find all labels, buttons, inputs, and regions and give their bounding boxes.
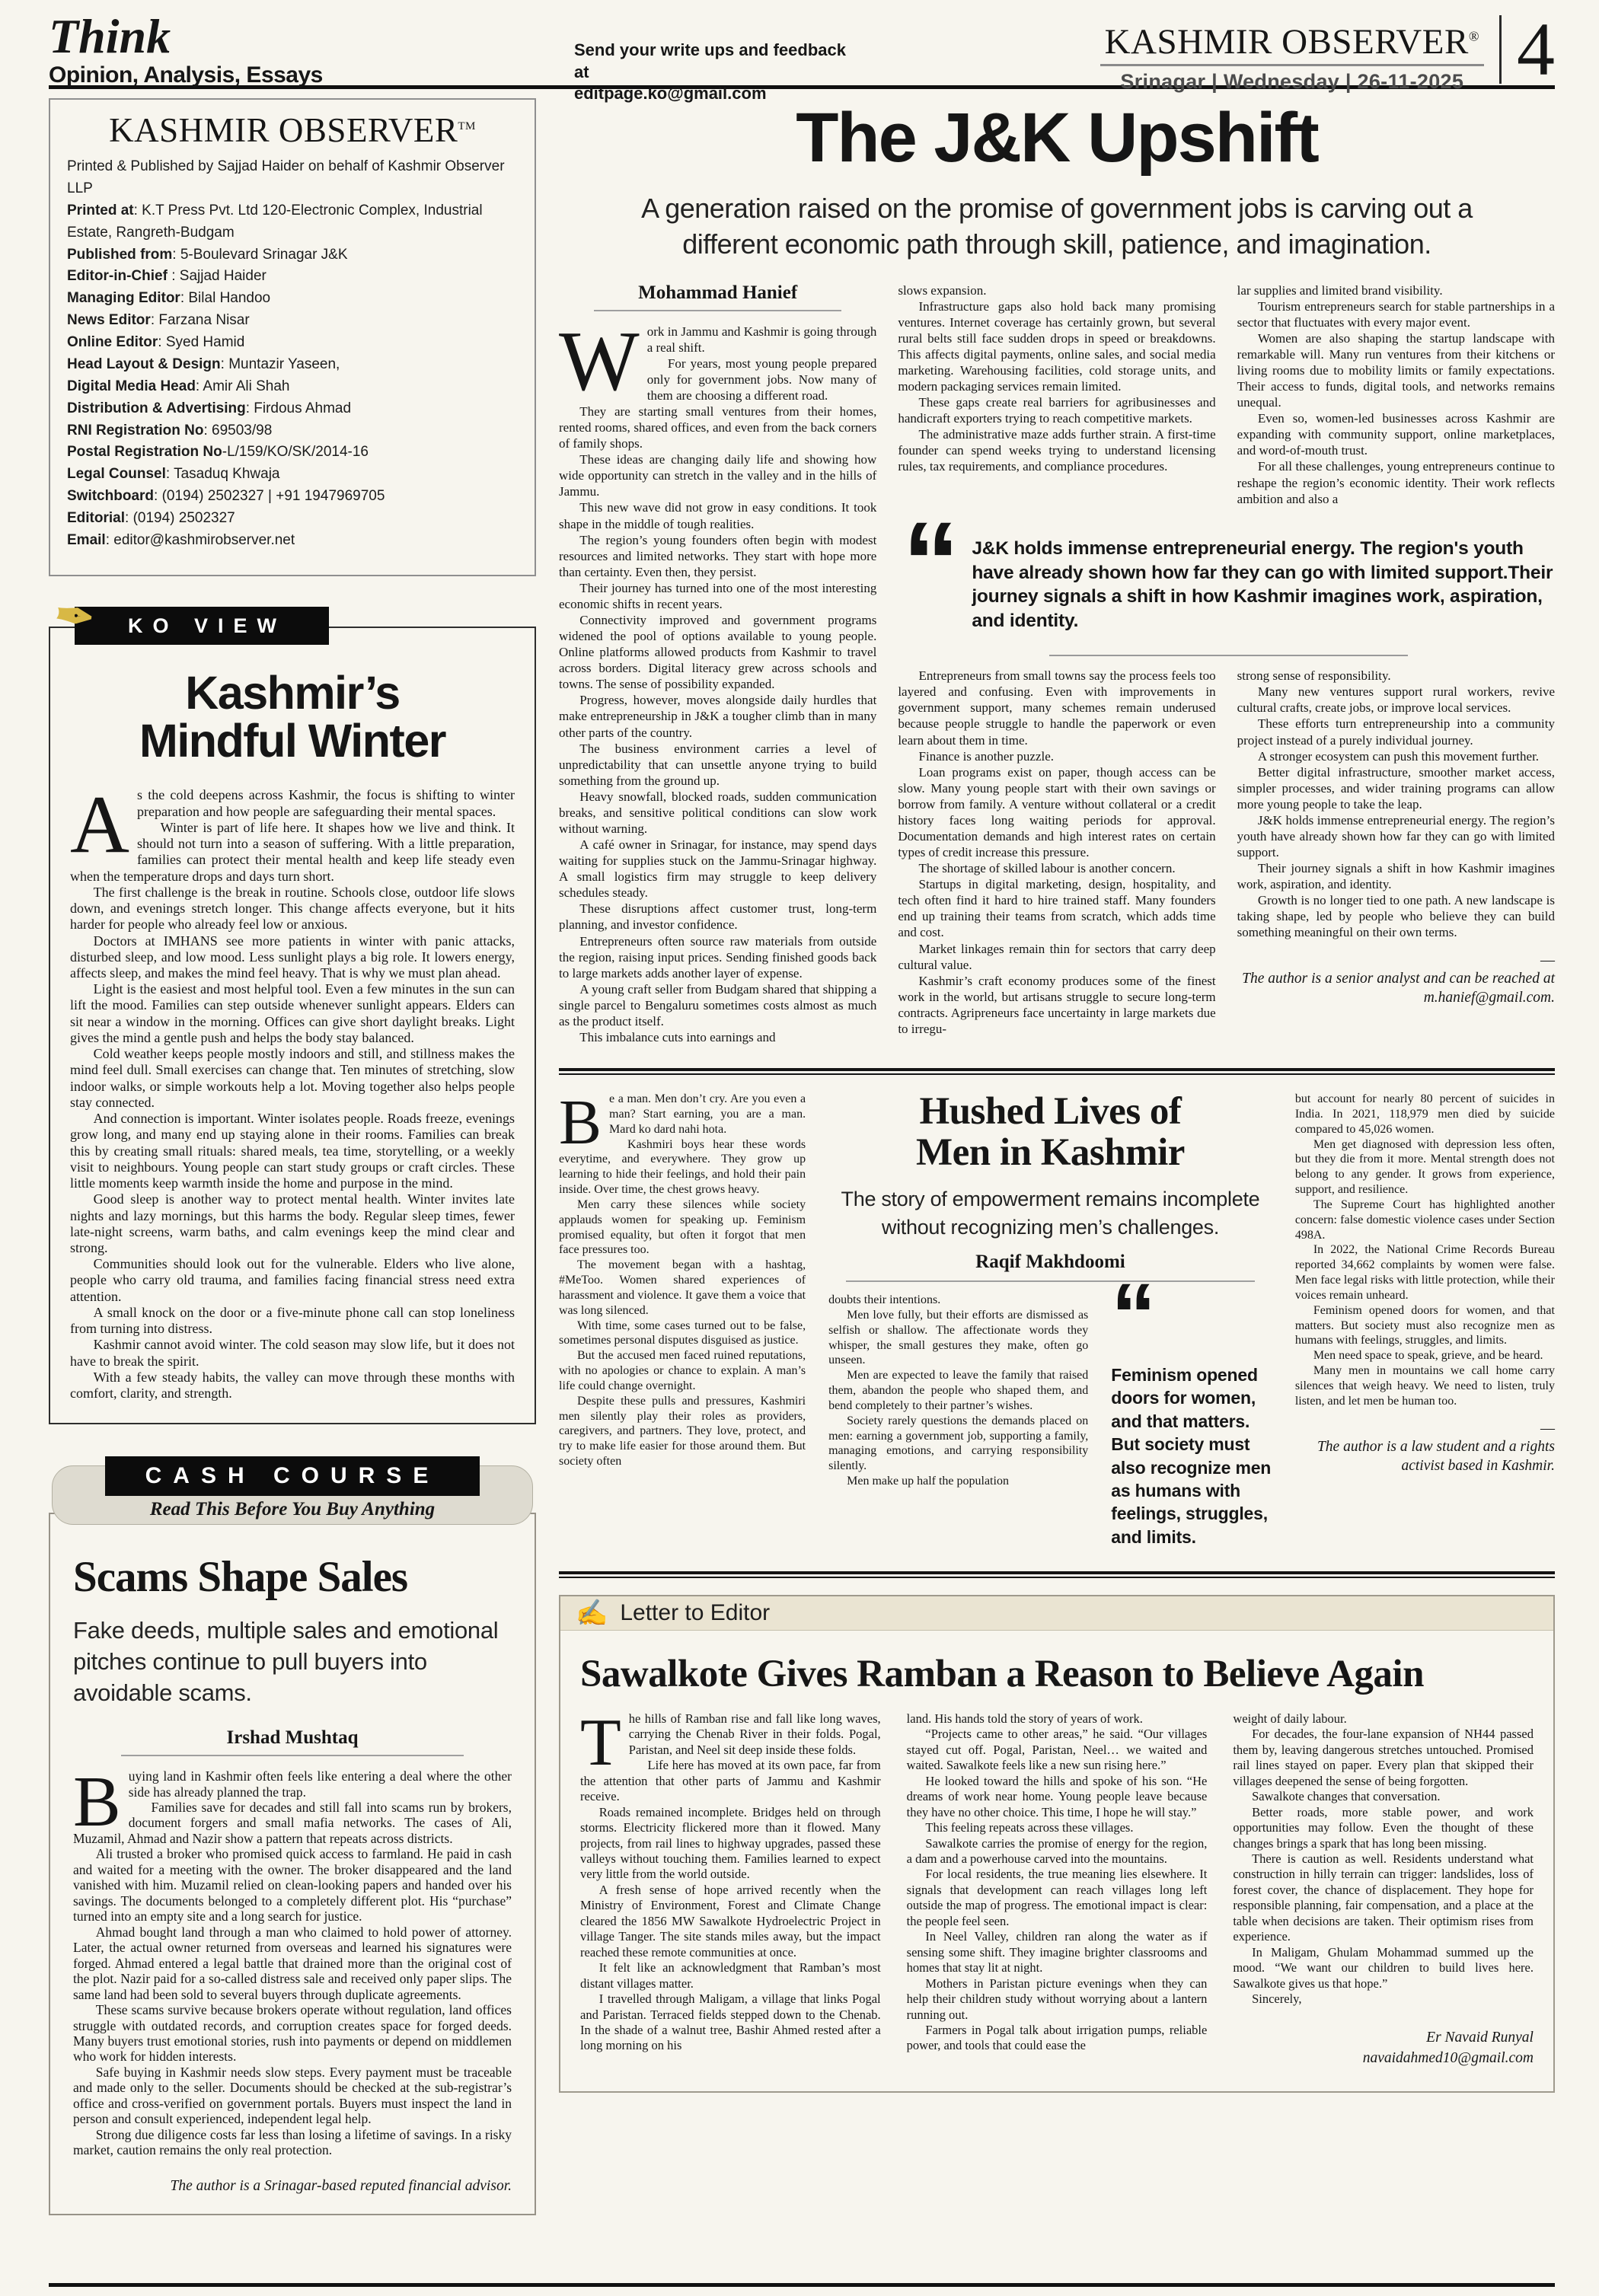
article-standfirst: The story of empowerment remains incomplete without recognizing men’s challenges. xyxy=(841,1188,1260,1239)
paragraph: Communities should look out for the vulnerable. Elders who live alone, people who carry old trauma, and families facing financial stress need extra attention. xyxy=(70,1256,515,1304)
masthead-line: Postal Registration No-L/159/KO/SK/2014-16 xyxy=(67,444,369,461)
article-column-2 xyxy=(828,1293,1088,1548)
article-column-2-top xyxy=(898,282,1215,515)
paragraph: In Neel Valley, children ran along the water as if sensing some shift. They imagine brighter classrooms and homes that stay lit at night. xyxy=(906,1929,1208,1976)
paragraph: They are starting small ventures from their homes, rented rooms, shared offices, and even from the back corners of family shops. xyxy=(559,403,877,451)
paragraph: The administrative maze adds further strain. A first-time founder can spend weeks trying to understand licensing rules, tax requirements, and compliance procedures. xyxy=(898,427,1216,474)
pen-writing-icon: ✍ xyxy=(576,1598,608,1628)
pen-nib-icon: ✒ xyxy=(51,588,108,647)
article-title: Hushed Lives of Men in Kashmir xyxy=(916,1090,1185,1174)
paragraph: lar supplies and limited brand visibility. xyxy=(1237,282,1443,298)
paragraph: Safe buying in Kashmir needs slow steps. Every payment must be traceable and made only to the seller. Documents should be checked at the sub-registrar’s office and cross-verified on government portals. Buyers must inspect the land in person and consult experienced, independent legal help. xyxy=(73,2064,512,2127)
paragraph: Men carry these silences while society applauds women for speaking up. Feminism promised equality, but often it forgot that men face pressures too. xyxy=(559,1197,806,1257)
article-header xyxy=(828,1092,1272,1293)
lead-paragraph: The hills of Ramban rise and fall like long waves, carrying the Chenab River in their folds. Pogal, Paristan, and Neel sit deep inside these folds. xyxy=(580,1705,881,1780)
paragraph: Life here has moved at its own pace, far from the attention that other parts of Jammu and Kashmir receive. xyxy=(580,1758,881,1804)
masthead-line: Published from: 5-Boulevard Srinagar J&K xyxy=(67,246,348,263)
quote-mark-icon: “ xyxy=(902,497,960,626)
registered-mark: ® xyxy=(1468,28,1479,44)
paragraph: “Projects came to other areas,” he said. “Our villages stayed cut off. Pogal, Paristan, Neel… we waited and waited. Sawalkote feels like a new sun rising here.” xyxy=(906,1727,1208,1773)
letter-column-3 xyxy=(1233,1711,1534,2068)
article-column-3-top xyxy=(1237,282,1555,515)
byline-block xyxy=(73,1727,512,1756)
drop-cap: B xyxy=(559,1087,602,1159)
author-dash: — xyxy=(1540,1420,1555,1437)
article-column-3-bottom xyxy=(1237,668,1555,1045)
pull-quote xyxy=(898,497,1555,668)
paragraph: Market linkages remain thin for sectors that carry deep cultural value. xyxy=(898,941,1216,972)
cash-course-tagline: Read This Before You Buy Anything xyxy=(149,1499,436,1520)
editorial-title: Kashmir’s Mindful Winter xyxy=(139,666,445,767)
editorial-body xyxy=(70,780,515,1402)
paragraph: And connection is important. Winter isolates people. Roads freeze, evenings grow long, and many end up staying alone in their rooms. Families can break this by creating small rituals: shared meals, tea time, storytelling, or a weekly visit to neighbours. Young people can start study groups or craft circles. These little moments keep warmth inside the home and purpose in the mind. xyxy=(70,1111,515,1191)
byline-block xyxy=(559,282,876,311)
page-bottom-rule xyxy=(49,2283,1555,2287)
cash-course-section xyxy=(49,1456,536,2215)
paragraph: A café owner in Srinagar, for instance, may spend days waiting for supplies stuck on the Jammu-Srinagar highway. A small logistics firm may struggle to keep delivery schedules steady. xyxy=(559,837,877,901)
paragraph: He looked toward the hills and spoke of his son. “He dreams of work near home. Young people leave because they have no other choice. This time, I hope he will stay.” xyxy=(906,1773,1208,1819)
paragraph: This new wave did not grow in easy conditions. It took shape in the middle of tough realities. xyxy=(559,500,877,531)
paragraph: Men love fully, but their efforts are dismissed as selfish or shallow. The affectionate words they whisper, the small gestures they make, often go unseen. xyxy=(828,1308,1089,1367)
masthead-line: Printed at: K.T Press Pvt. Ltd 120-Electronic Complex, Industrial Estate, Rangreth-Budgam xyxy=(67,202,483,241)
letter-title: Sawalkote Gives Ramban a Reason to Believe Again xyxy=(580,1652,1424,1695)
paragraph: For local residents, the true meaning lies elsewhere. It signals that development can reach villages long left outside the map of progress. The emotional impact is clear: the people feel seen. xyxy=(906,1867,1208,1928)
paragraph: But the accused men faced ruined reputations, with no apologies or chance to explain. A man’s life could change overnight. xyxy=(559,1349,806,1392)
lead-paragraph: Be a man. Men don’t cry. Are you even a man? Start earning, you are a man. Mard ko dard nahi hota. xyxy=(559,1087,806,1159)
feedback-note xyxy=(574,40,848,105)
paragraph: Their journey signals a shift in how Kashmir imagines work, aspiration, and identity. xyxy=(1237,861,1555,892)
byline-rule xyxy=(121,1755,463,1756)
paragraph: Winter is part of life here. It shapes how we live and think. It should not turn into a season of suffering. With a little preparation, families can protect their mental health and keep life steady even when the temperature drops and days turn short. xyxy=(70,819,515,884)
article-body xyxy=(73,1762,512,2158)
author-note: The author is a Srinagar-based reputed financial advisor. xyxy=(170,2177,512,2194)
paragraph: Their journey has turned into one of the most interesting economic shifts in recent years. xyxy=(559,580,877,611)
masthead-line: Managing Editor: Bilal Handoo xyxy=(67,290,271,307)
masthead-line: Editorial: (0194) 2502327 xyxy=(67,510,235,526)
masthead-line: News Editor: Farzana Nisar xyxy=(67,312,250,329)
imprint-box xyxy=(49,98,536,576)
pull-quote-text: Feminism opened doors for women, and that matters. But society must also recognize men as humans with feelings, struggles, and limits. xyxy=(1111,1365,1272,1547)
paragraph: Entrepreneurs often source raw materials from outside the region, raising input prices. Sending finished goods back to large markets adds another layer of expense. xyxy=(559,933,877,981)
masthead-line: Distribution & Advertising: Firdous Ahmad xyxy=(67,400,352,416)
masthead-line: Digital Media Head: Amir Ali Shah xyxy=(67,378,290,394)
left-column xyxy=(49,98,536,2215)
author-byline: Irshad Mushtaq xyxy=(226,1727,359,1749)
masthead-line: Printed & Published by Sajjad Haider on behalf of Kashmir Observer LLP xyxy=(67,158,505,196)
paragraph: Society rarely questions the demands placed on men: earning a government job, supporting a family, managing emotions, and carrying responsibility silently. xyxy=(828,1414,1089,1473)
paragraph: For years, most young people prepared only for government jobs. Now many of them are choosing a different road. xyxy=(646,356,877,403)
article-column-1 xyxy=(559,282,876,1046)
pull-quote xyxy=(1111,1265,1272,1548)
paragraph: There is caution as well. Residents understand what construction in hilly terrain can trigger: landslides, loss of forest cover, the chance of displacement. They hope for responsible planning, fair compensation, and a place at the table when decisions are taken. Their optimism rises from experience. xyxy=(1233,1851,1534,1944)
lead-paragraph: Work in Jammu and Kashmir is going through a real shift. xyxy=(559,314,877,409)
article-title: Scams Shape Sales xyxy=(73,1553,408,1602)
main-headline: The J&K Upshift xyxy=(796,99,1318,177)
drop-cap: W xyxy=(559,314,640,409)
brand-title: KASHMIR OBSERVER® xyxy=(1100,21,1484,66)
paragraph: Sawalkote carries the promise of energy for the region, a dam and a powerhouse carved into the mountains. xyxy=(906,1835,1208,1867)
letter-banner xyxy=(560,1596,1553,1631)
trademark-mark: TM xyxy=(458,120,476,132)
paragraph-group xyxy=(1237,668,1555,940)
imprint-lines xyxy=(67,156,518,552)
paragraph: land. His hands told the story of years of work. xyxy=(906,1711,1143,1726)
ko-view-banner xyxy=(51,588,329,647)
paragraph: Farmers in Pogal talk about irrigation pumps, reliable power, and tools that could ease the xyxy=(906,2023,1208,2053)
paragraph: In 2022, the National Crime Records Bureau reported 34,662 complaints by women were false. Men face legal risks with little protection, while their voices remain unheard. xyxy=(1294,1243,1555,1302)
paragraph: I travelled through Maligam, a village that links Pogal and Paristan. Terraced fields stepped down to the Chenab. In the shade of a walnut tree, Bashir Ahmed rested after a long morning on his xyxy=(580,1991,881,2053)
section-masthead xyxy=(49,9,574,88)
paragraph: Sawalkote changes that conversation. xyxy=(1252,1789,1441,1804)
masthead-line: RNI Registration No: 69503/98 xyxy=(67,422,273,438)
paragraph: These ideas are changing daily life and showing how wide opportunity can stretch in the valley and in the hills of Jammu. xyxy=(559,452,877,499)
author-dash: — xyxy=(1540,952,1555,968)
paragraph: Sincerely, xyxy=(1252,1991,1302,2007)
paragraph: Ali trusted a broker who promised quick access to farmland. He paid in cash and waited for a meeting with the owner. The broker disappeared and the land vanished with him. Muzamil relied on clean-looking papers and handed over his savings. The documents belonged to a completely different plot. His “purchase” turned into an empty site and a long search for justice. xyxy=(73,1846,512,1924)
section-title: Think xyxy=(49,9,171,63)
paragraph: Finance is another puzzle. xyxy=(918,748,1055,764)
paragraph: The shortage of skilled labour is another concern. xyxy=(918,861,1176,876)
paragraph: In Maligam, Ghulam Mohammad summed up the mood. “We want our children to build lives here. Sawalkote gives us that hope.” xyxy=(1233,1944,1534,1991)
paragraph: A young craft seller from Budgam shared that shipping a single parcel to Bengaluru sometimes costs almost as much as the product itself. xyxy=(559,981,877,1028)
paragraph: Roads remained incomplete. Bridges held on through storms. Electricity flickered more than it flowed. Many projects, from rail lines to highway upgrades, passed these valleys without touching them. Families learned to expect very little from the world outside. xyxy=(580,1804,881,1882)
drop-cap: T xyxy=(580,1705,621,1780)
article-standfirst: Fake deeds, multiple sales and emotional pitches continue to pull buyers into avoidable scams. xyxy=(73,1617,499,1707)
paragraph: Light is the easiest and most helpful tool. Even a few minutes in the sun can lift the mood. Families can step outside whenever sunlight appears. Elders can sit near a window in the morning. Offices can give short daylight breaks. Light gives the mind a gentle push and helps the body stay balanced. xyxy=(70,981,515,1045)
paragraph: Good sleep is another way to protect mental health. Winter invites late nights and lazy mornings, but this harms the body. Regular sleep times, fewer late-night screens, warm baths, and calm evenings keep the mind clear and strong. xyxy=(70,1191,515,1255)
paragraph: Kashmir cannot avoid winter. The cold season may slow life, but it does not have to break the spirit. xyxy=(70,1337,515,1369)
paragraph: For all these challenges, young entrepreneurs continue to reshape the region’s economic identity. Their work reflects ambition and also a xyxy=(1237,459,1555,506)
paragraph: Even so, women-led businesses across Kashmir are expanding with community support, online marketplaces, and word-of-mouth trust. xyxy=(1237,411,1555,458)
paragraph: Better digital infrastructure, smoother market access, simpler processes, and wider training programs can allow more young people to take the leap. xyxy=(1237,764,1555,812)
paragraph: This feeling repeats across these villages. xyxy=(925,1820,1134,1835)
masthead-line: Head Layout & Design: Muntazir Yaseen, xyxy=(67,356,340,372)
paragraph: Kashmir’s craft economy produces some of the finest work in the world, but artisans struggle to secure long-term contracts. Agripreneurs face uncertainty in large markets due to irregu- xyxy=(898,973,1216,1036)
author-note: The author is a law student and a rights activist based in Kashmir. xyxy=(1317,1438,1555,1475)
masthead-line: Editor-in-Chief : Sajjad Haider xyxy=(67,268,266,285)
paragraph: Better roads, more stable power, and work opportunities may follow. Even the thought of these changes brings a spark that has long been missing. xyxy=(1233,1804,1534,1851)
byline-rule xyxy=(846,1280,1254,1282)
paragraph: Infrastructure gaps also hold back many promising ventures. Internet coverage has certainly grown, but several rural belts still face sudden drops in speed or breakdowns. This affects digital payments, online sales, and social media marketing. Warehousing facilities, cold storage units, and modern packaging services remain limited. xyxy=(898,298,1216,394)
section-divider xyxy=(559,1068,1555,1075)
quote-rule xyxy=(1049,655,1408,656)
paragraph-group xyxy=(1295,1092,1555,1408)
signature-name: Er Navaid Runyal xyxy=(1426,2029,1534,2046)
cash-course-label: CASH COURSE xyxy=(105,1456,480,1496)
lead-paragraph: Buying land in Kashmir often feels like entering a deal where the other side has already planned the trap. xyxy=(73,1762,512,1842)
paragraph: The region’s young founders often begin with modest resources and limited networks. They start with hope more than certainty. Even then, they persist. xyxy=(559,532,877,579)
ko-view-box xyxy=(49,627,536,1425)
cash-course-ribbon xyxy=(49,1456,536,1535)
paragraph: Kashmiri boys hear these words everytime, and everywhere. They grow up learning to hide their feelings, and hold their pain inside. Over time, the chest grows heavy. xyxy=(559,1137,806,1197)
drop-cap: A xyxy=(70,780,129,871)
paragraph: Feminism opened doors for women, and that matters. But society must also recognize men as humans with feelings, struggles, and limits. xyxy=(1294,1303,1555,1347)
paragraph: J&K holds immense entrepreneurial energy. The region’s youth have already shown how far they can go with limited support. xyxy=(1237,812,1555,860)
letter-to-editor-section xyxy=(559,1595,1555,2093)
paragraph: A fresh sense of hope arrived recently when the Ministry of Environment, Forest and Climate Change cleared the 1856 MW Sawalkote Hydroelectric Project in village Tanger. The site stands miles away, but the impact reached these remote communities at once. xyxy=(580,1882,881,1960)
drop-cap: B xyxy=(73,1762,121,1842)
paragraph: These gaps create real barriers for agribusinesses and handicraft exporters trying to reach competitive markets. xyxy=(898,395,1216,426)
main-column xyxy=(559,98,1555,2215)
paragraph: Heavy snowfall, blocked roads, sudden communication breaks, and sensitive political conditions can slow work without warning. xyxy=(559,789,877,837)
cash-course-box xyxy=(49,1513,536,2215)
article-column-1 xyxy=(559,1087,806,1548)
paragraph: doubts their intentions. xyxy=(828,1293,941,1307)
feedback-email: editpage.ko@gmail.com xyxy=(574,84,767,104)
paragraph: Startups in digital marketing, design, hospitality, and tech often find it hard to hire trained staff. Many founders end up training their teams from scratch, which adds time and cost. xyxy=(898,877,1216,940)
ko-view-label: KO VIEW xyxy=(128,614,287,637)
author-note: The author is a senior analyst and can be reached at m.hanief@gmail.com. xyxy=(1242,970,1555,1006)
masthead-line: Online Editor: Syed Hamid xyxy=(67,334,245,350)
section-subtitle: Opinion, Analysis, Essays xyxy=(49,62,323,88)
author-byline: Mohammad Hanief xyxy=(638,282,798,303)
imprint-brand: KASHMIR OBSERVER™ xyxy=(109,111,476,149)
paragraph: A stronger ecosystem can push this movement further. xyxy=(1257,748,1540,764)
paragraph: weight of daily labour. xyxy=(1233,1711,1347,1726)
paragraph: The movement began with a hashtag, #MeToo. Women shared experiences of harassment and violence. It gave them a voice that was long silenced. xyxy=(559,1258,806,1317)
paragraph: For decades, the four-lane expansion of NH44 passed them by, leaving dangerous stretches untouched. Promised rail lines stayed on paper. Every plan that skipped their villages deepened the sense of being forgotten. xyxy=(1233,1727,1534,1788)
paragraph: A small knock on the door or a five-minute phone call can stop loneliness from turning into distress. xyxy=(70,1304,515,1337)
paragraph: Tourism entrepreneurs search for stable partnerships in a sector that fluctuates with every major event. xyxy=(1237,298,1555,330)
paragraph-group xyxy=(1233,1711,1534,2007)
letter-column-1 xyxy=(580,1705,881,2068)
masthead-line: Legal Counsel: Tasaduq Khwaja xyxy=(67,466,280,483)
ko-view-section xyxy=(49,588,536,1425)
paragraph: This imbalance cuts into earnings and xyxy=(579,1030,776,1045)
paragraph: Cold weather keeps people mostly indoors and still, and stillness makes the mind feel dull. Small exercises can change that. Ten minutes of stretching, slow indoor walks, or simple workouts help a lot. Moving together also helps people stay connected. xyxy=(70,1046,515,1110)
paragraph: Strong due diligence costs far less than losing a lifetime of savings. In a risky market, caution remains the only real protection. xyxy=(73,2126,512,2158)
paragraph: Ahmad bought land through a man who claimed to hold power of attorney. Later, the actual owner returned from overseas and learned his signatures were forged. Ahmad entered a legal battle that drained more than the original cost of the plot. Nazir paid for a so-called distress sale and received only paper slips. The same land had been sold to several buyers through duplicate agreements. xyxy=(73,1924,512,2002)
byline-rule xyxy=(594,310,842,311)
paragraph: Many men in mountains we call home carry silences that weigh heavy. We need to listen, truly listen, and let men be human too. xyxy=(1294,1364,1555,1408)
masthead-line: Email: editor@kashmirobserver.net xyxy=(67,531,295,548)
brand-block xyxy=(1100,21,1484,94)
paragraph: Loan programs exist on paper, though access can be slow. Many young people start with their own savings or borrow from family. A venture without collateral or a credit history faces long waiting periods for approval. Documentation demands and high interest rates on certain types of credit increase this pressure. xyxy=(898,764,1216,860)
author-byline: Raqif Makhdoomi xyxy=(975,1252,1125,1273)
letter-column-2 xyxy=(907,1711,1208,2068)
dateline: Srinagar | Wednesday | 26-11-2025 xyxy=(1120,70,1464,93)
pull-quote-text: J&K holds immense entrepreneurial energy. The region's youth have already shown how far they can go with limited support.Their journey signals a shift in how Kashmir imagines work, aspiration, and identity. xyxy=(972,537,1553,632)
page-header xyxy=(49,7,1555,104)
masthead-line: Switchboard: (0194) 2502327 | +91 1947969705 xyxy=(67,488,385,505)
paragraph: Men make up half the population xyxy=(847,1475,1009,1488)
section-divider xyxy=(559,1571,1555,1578)
paragraph: Progress, however, moves alongside daily hurdles that make entrepreneurship in J&K a tougher climb than in many other parts of the country. xyxy=(559,693,877,740)
paragraph: but account for nearly 80 percent of suicides in India. In 2021, 118,979 men died by suicide compared to 45,026 women. xyxy=(1294,1092,1555,1136)
paragraph: Entrepreneurs from small towns say the process feels too layered and confusing. Even with improvements in government support, many schemes remain underused because people struggle to handle the paperwork or even learn about them in time. xyxy=(898,668,1216,748)
paragraph: Connectivity improved and government programs widened the pool of options available to young people. Online platforms allowed products from Kashmir to travel across borders. Digital literacy grew across schools and towns. The sense of possibility expanded. xyxy=(559,613,877,692)
lead-paragraph: As the cold deepens across Kashmir, the focus is shifting to winter preparation and how people are safeguarding their mental spaces. xyxy=(70,780,515,871)
signature-email: navaidahmed10@gmail.com xyxy=(1362,2049,1534,2066)
paragraph: These efforts turn entrepreneurship into a community project instead of a purely individual journey. xyxy=(1237,716,1555,748)
feedback-note-line1: Send your write ups and feedback at xyxy=(574,40,846,81)
page-number: 4 xyxy=(1499,15,1555,84)
paragraph: Men are expected to leave the family that raised them, abandon the people who shaped them, and bend completely to their partner’s wishes. xyxy=(828,1369,1089,1412)
hushed-lives-article xyxy=(559,1087,1555,1548)
paragraph: strong sense of responsibility. xyxy=(1237,668,1391,684)
paragraph: Many new ventures support rural workers, revive cultural crafts, create jobs, or improve local services. xyxy=(1237,684,1555,716)
main-standfirst: A generation raised on the promise of government jobs is carving out a different economic path through skill, patience, and imagination. xyxy=(641,193,1473,260)
paragraph: Families save for decades and still fall into scams run by brokers, document forgers and small mafia networks. The cases of Ali, Muzamil, Ahmad and Nazir show a pattern that repeats across districts. xyxy=(73,1799,512,1846)
paragraph: Growth is no longer tied to one path. A new landscape is taking shape, led by people who believe they can build something meaningful on their own terms. xyxy=(1237,893,1555,940)
jk-upshift-article xyxy=(559,99,1555,1045)
paragraph: With time, some cases turned out to be false, sometimes personal disputes disguised as justice. xyxy=(559,1319,806,1347)
article-column-4 xyxy=(1295,1092,1555,1548)
paragraph: Doctors at IMHANS see more patients in winter with panic attacks, disturbed sleep, and low mood. Less sunlight plays a big role. It lowers energy, affects sleep, and makes the mind feel heavy. That is why we must plan ahead. xyxy=(70,933,515,981)
paragraph: With a few steady habits, the valley can move through these months with comfort, clarity, and strength. xyxy=(70,1369,515,1402)
paragraph: The first challenge is the break in routine. Schools close, outdoor life slows down, and evenings stretch longer. This change affects everyone, but it hits harder for people who already feel low or anxious. xyxy=(70,884,515,933)
paragraph: These disruptions affect customer trust, long-term planning, and investor confidence. xyxy=(559,901,877,933)
paragraph: Men need space to speak, grieve, and be heard. xyxy=(1313,1349,1543,1363)
paragraph: The Supreme Court has highlighted another concern: false domestic violence cases under Section 498A. xyxy=(1294,1197,1555,1242)
paragraph: slows expansion. xyxy=(898,282,987,298)
paragraph: Men get diagnosed with depression less often, but they die from it more. Mental strength does not belong to any gender. It grows from experience, support, and resilience. xyxy=(1294,1137,1555,1197)
letter-signature xyxy=(1233,2027,1534,2069)
paragraph: Despite these pulls and pressures, Kashmiri men silently play their roles as providers, caregivers, and partners. They love, protect, and try to make life easier for those around them. But society often xyxy=(559,1394,806,1468)
article-column-2-bottom xyxy=(898,668,1215,1045)
paragraph: These scams survive because brokers operate without regulation, land offices struggle with outdated records, and corruption creates space for forged deeds. Many buyers trust emotional stories, rush into payments or depend on middlemen who work for hidden interests. xyxy=(73,2002,512,2065)
paragraph: Women are also shaping the startup landscape with remarkable will. Many run ventures from their kitchens or living rooms due to mobility limits or family expectations. Their access to funds, digital tools, and networks remains unequal. xyxy=(1237,330,1555,410)
paragraph: Mothers in Paristan picture evenings when they can help their children study without worrying about a lantern running out. xyxy=(906,1976,1208,2022)
quote-mark-icon: “ xyxy=(1111,1265,1157,1366)
letter-banner-label: Letter to Editor xyxy=(620,1599,771,1625)
paragraph: It felt like an acknowledgment that Ramban’s most distant villages matter. xyxy=(580,1960,881,1991)
paragraph: The business environment carries a level of unpredictability that can unsettle anyone trying to build something from the ground up. xyxy=(559,741,877,788)
